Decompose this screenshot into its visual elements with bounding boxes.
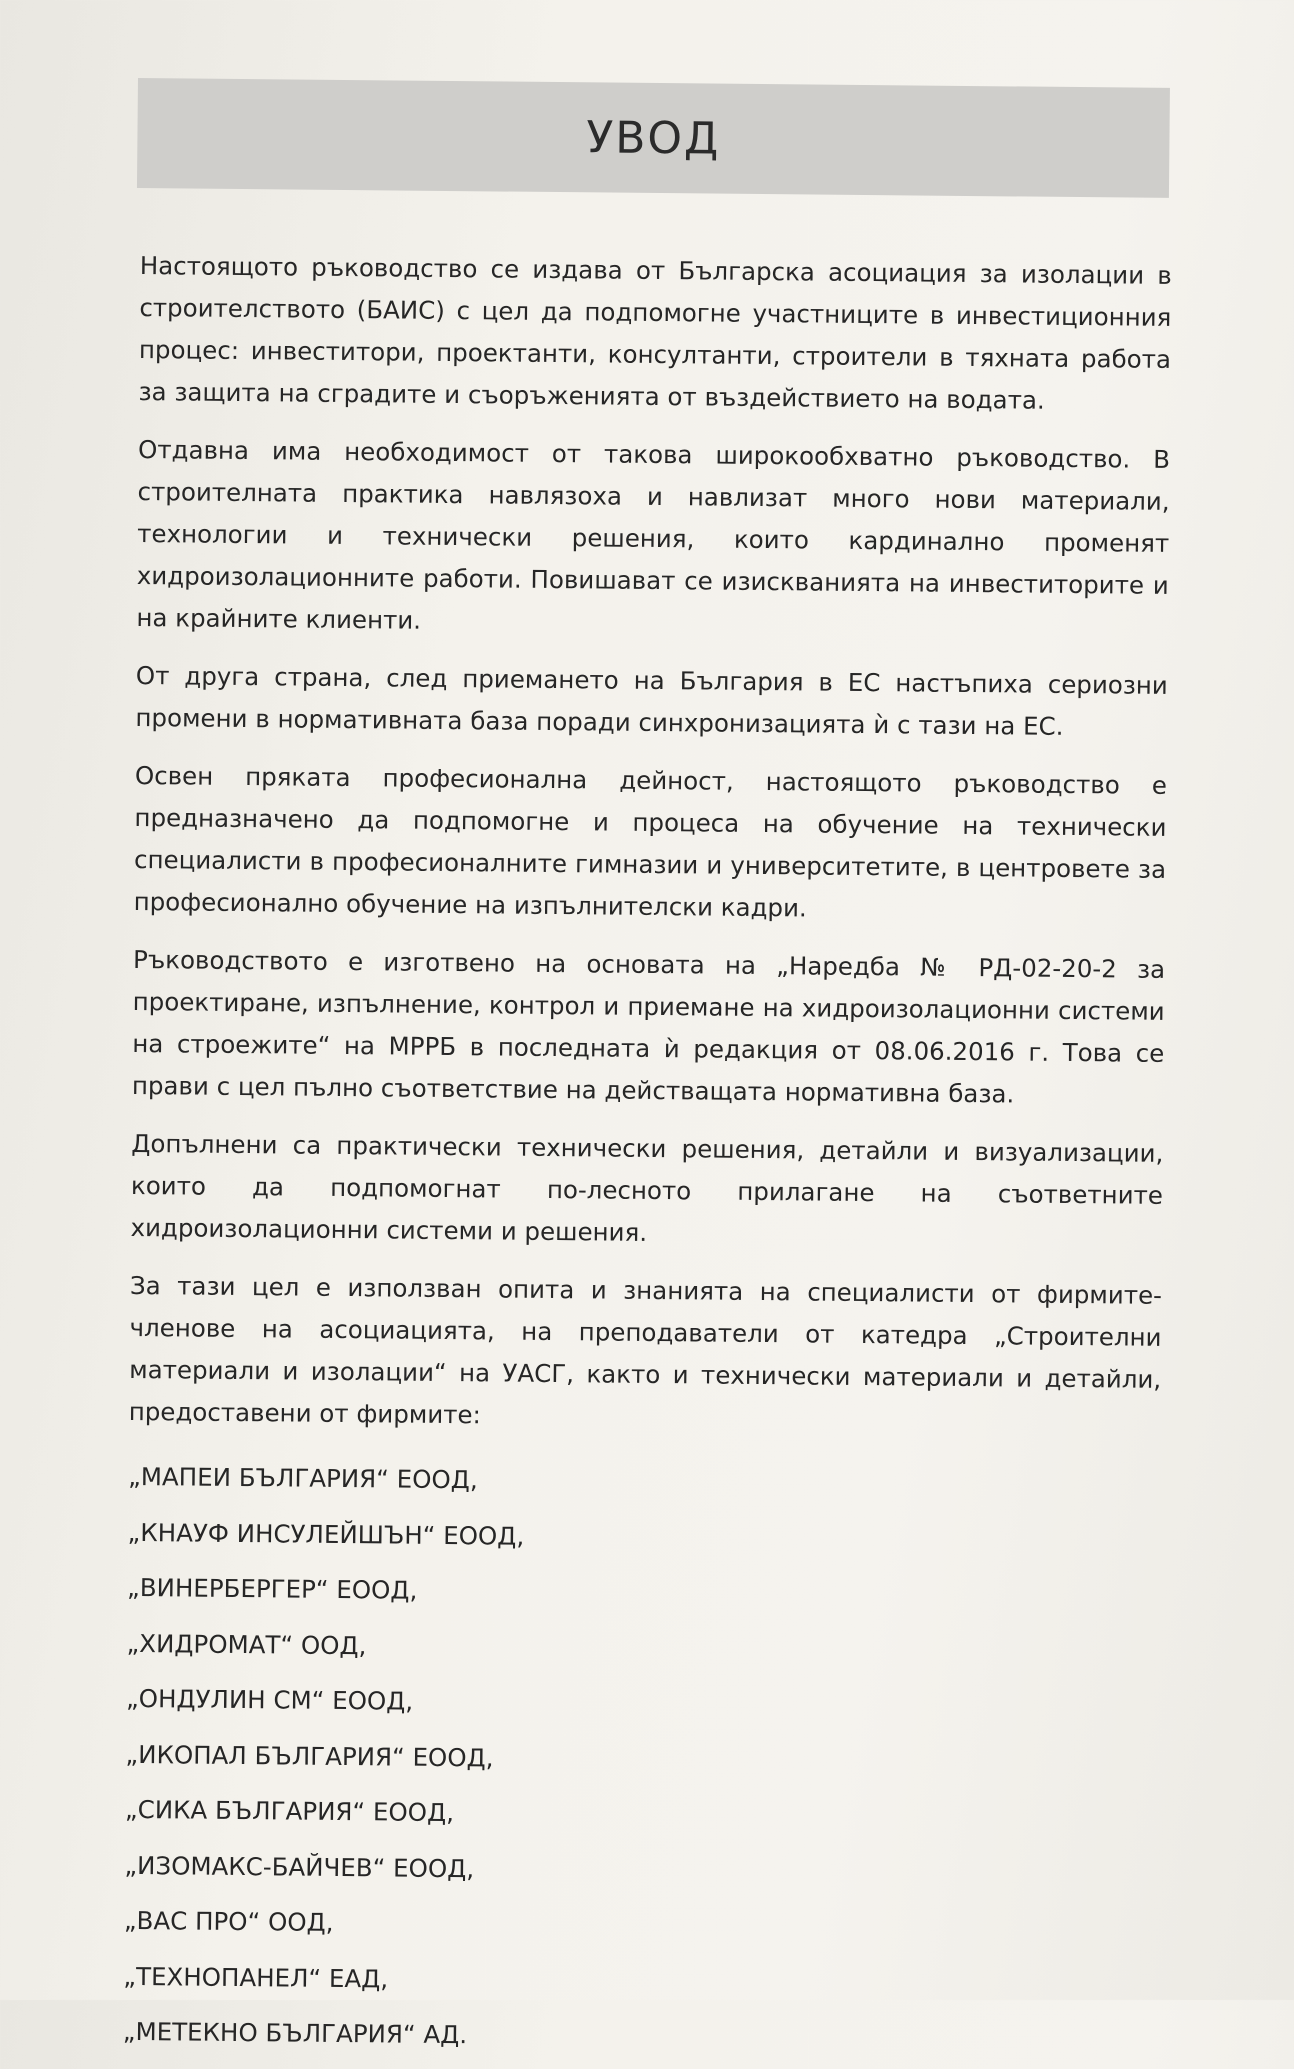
paragraph: Настоящото ръководство се издава от Българска асоциация за изолации в строителството (БАИС) с цел да подпомогне участниците в инвестиционния процес: инвеститори, проектанти, консултанти, строители в тяхната работа за защита на сградите и съоръженията от въздействието на водата. xyxy=(138,250,1172,415)
paragraph: За тази цел е използван опита и знанията на специалисти от фирмите-членове на асоциацията, на преподаватели от катедра „Строителни материали и изолации“ на УАСГ, както и технически материали и детайли, предоставени от фирмите: xyxy=(128,1270,1163,1430)
paragraph: Ръководството е изготвено на основата на „Наредба № РД-02-20-2 за проектиране, изпълнение, контрол и приемане на хидроизолационни системи на строежите“ на МРРБ в последната ѝ редакция от 08.06.2016 г. Това се прави с цел пълно съответствие на действащата нормативна база. xyxy=(131,944,1166,1109)
firm-item: „ИКОПАЛ БЪЛГАРИЯ“ ЕООД, xyxy=(125,1739,494,1772)
firm-item: „КНАУФ ИНСУЛЕЙШЪН“ ЕООД, xyxy=(127,1517,525,1551)
firm-item: „ХИДРОМАТ“ ООД, xyxy=(126,1628,367,1660)
firm-item: „ОНДУЛИН СМ“ ЕООД, xyxy=(125,1683,414,1716)
body-text xyxy=(123,245,1172,2069)
firm-item: „МЕТЕКНО БЪЛГАРИЯ“ АД. xyxy=(122,2016,468,2050)
paragraph: Освен пряката професионална дейност, настоящото ръководство е предназначено да подпомогне и процеса на обучение на технически специалисти в професионалните гимназии и университетите, в центровете за професионално обучение на изпълнителски кадри. xyxy=(133,760,1167,923)
firm-item: „ТЕХНОПАНЕЛ“ ЕАД, xyxy=(123,1961,389,1993)
page-title: УВОД xyxy=(586,111,721,165)
firm-item: „ВИНЕРБЕРГЕР“ ЕООД, xyxy=(126,1572,418,1605)
firms-list xyxy=(123,1449,1161,2069)
firm-item: „СИКА БЪЛГАРИЯ“ ЕООД, xyxy=(124,1794,455,1828)
paragraph: От друга страна, след приемането на България в ЕС настъпиха сериозни промени в нормативната база поради синхронизацията ѝ с тази на ЕС. xyxy=(135,660,1168,741)
firm-item: „ВАС ПРО“ ООД, xyxy=(123,1905,334,1937)
paragraph: Допълнени са практически технически решения, детайли и визуализации, които да подпомогнат по-лесното прилагане на съответните хидроизолационни системи и решения. xyxy=(130,1128,1164,1247)
firm-item: „МАПЕИ БЪЛГАРИЯ“ ЕООД, xyxy=(128,1461,478,1495)
paragraph: Отдавна има необходимост от такова широкообхватно ръководство. В строителната практика навлязоха и навлизат много нови материали, технологии и технически решения, които кардинално променят хидроизолационните работи. Повишават се изискванията на инвеститорите и на крайните клиенти. xyxy=(136,434,1171,635)
firm-item: „ИЗОМАКС-БАЙЧЕВ“ ЕООД, xyxy=(124,1850,475,1883)
title-banner xyxy=(137,78,1170,198)
